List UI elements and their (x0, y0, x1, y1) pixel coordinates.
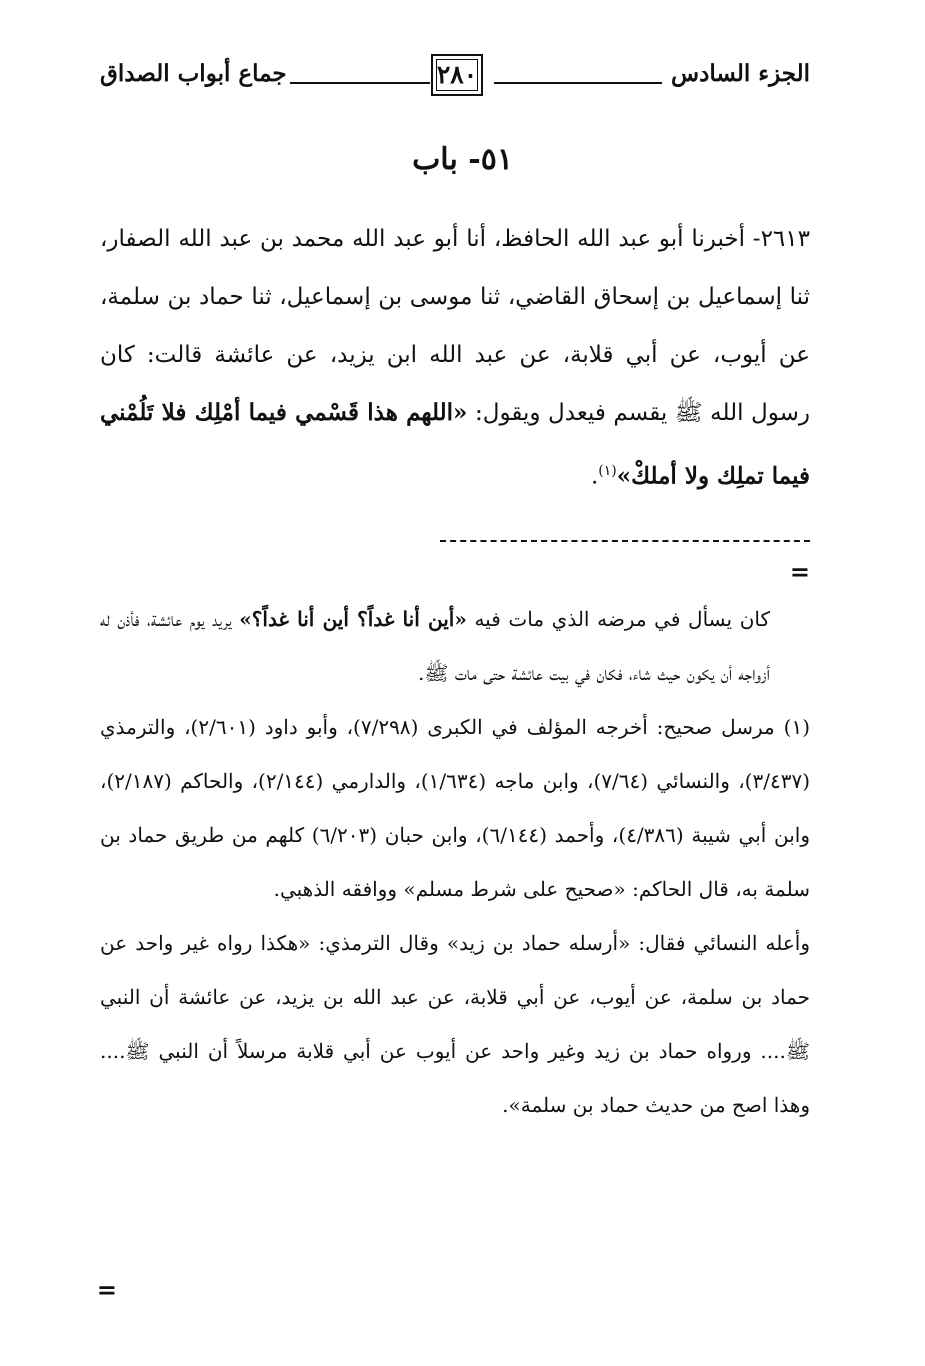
continuation-text-a: كان يسأل في مرضه الذي مات فيه (466, 607, 771, 631)
footnotes (100, 592, 810, 1132)
footnote-reference: (١) (598, 463, 617, 479)
continuation-quote: «أين أنا غداً؟ أين أنا غداً؟» (239, 607, 467, 631)
section-label: جماع أبواب الصداق (100, 60, 287, 87)
continuation-mark-top: = (789, 557, 810, 586)
hadith-isnad: ٢٦١٣- أخبرنا أبو عبد الله الحافظ، أنا أبو عبد الله محمد بن عبد الله الصفار، ثنا إسماعيل بن إسحاق القاضي، ثنا موسى بن إسماعيل، ثنا حماد بن سلمة، عن أيوب، عن أبي قلابة، عن عبد الله ابن يزيد، عن عائشة قالت: كان رسول الله ﷺ يقسم فيعدل ويقول: (100, 226, 810, 426)
continuation-mark-bottom: = (96, 1275, 117, 1304)
page-number: ٢٨٠ (436, 60, 478, 89)
footnote-separator (440, 540, 810, 542)
hadith-end: . (590, 463, 599, 490)
footnote-1-paragraph-2: وأعله النسائي فقال: «أرسله حماد بن زيد» وقال الترمذي: «هكذا رواه غير واحد عن حماد بن سلمة، عن أيوب، عن أبي قلابة، عن عبد الله بن يزيد، عن عائشة أن النبي ﷺ.... ورواه حماد بن زيد وغير واحد عن أيوب عن أبي قلابة مرسلاً أن النبي ﷺ.... وهذا اصح من حديث حماد بن سلمة». (100, 931, 810, 1117)
header-rule-left (290, 82, 430, 84)
header-rule-right (494, 82, 662, 84)
page-number-box (431, 54, 483, 96)
chapter-title: ٥١- باب (412, 142, 513, 177)
hadith-quote: «اللهم هذا قَسْمي فيما أمْلِك فلا تَلُمْني فيما تملِك ولا أملكْ» (100, 399, 810, 490)
footnote-1 (100, 700, 810, 916)
footnote-1-text: مرسل صحيح: أخرجه المؤلف في الكبرى (٧/٢٩٨)، وأبو داود (٢/٦٠١)، والترمذي (٣/٤٣٧)، والنسائي (٧/٦٤)، وابن ماجه (١/٦٣٤)، والدارمي (٢/١٤٤)، والحاكم (٢/١٨٧)، وابن أبي شيبة (٤/٣٨٦)، وأحمد (٦/١٤٤)، وابن حبان (٦/٢٠٣) كلهم من طريق حماد بن سلمة به، قال الحاكم: «صحيح على شرط مسلم» ووافقه الذهبي. (100, 715, 811, 901)
footnote-continuation (100, 592, 810, 700)
volume-label: الجزء السادس (671, 60, 810, 87)
hadith-text (100, 210, 810, 506)
footnote-1-number: (١) (783, 715, 810, 739)
continuation-text-b: يريد يوم عائشة، فأذن له أزواجه أن يكون حيث شاء، فكان في بيت عائشة حتى مات ﷺ. (100, 607, 770, 685)
running-header (100, 52, 810, 102)
